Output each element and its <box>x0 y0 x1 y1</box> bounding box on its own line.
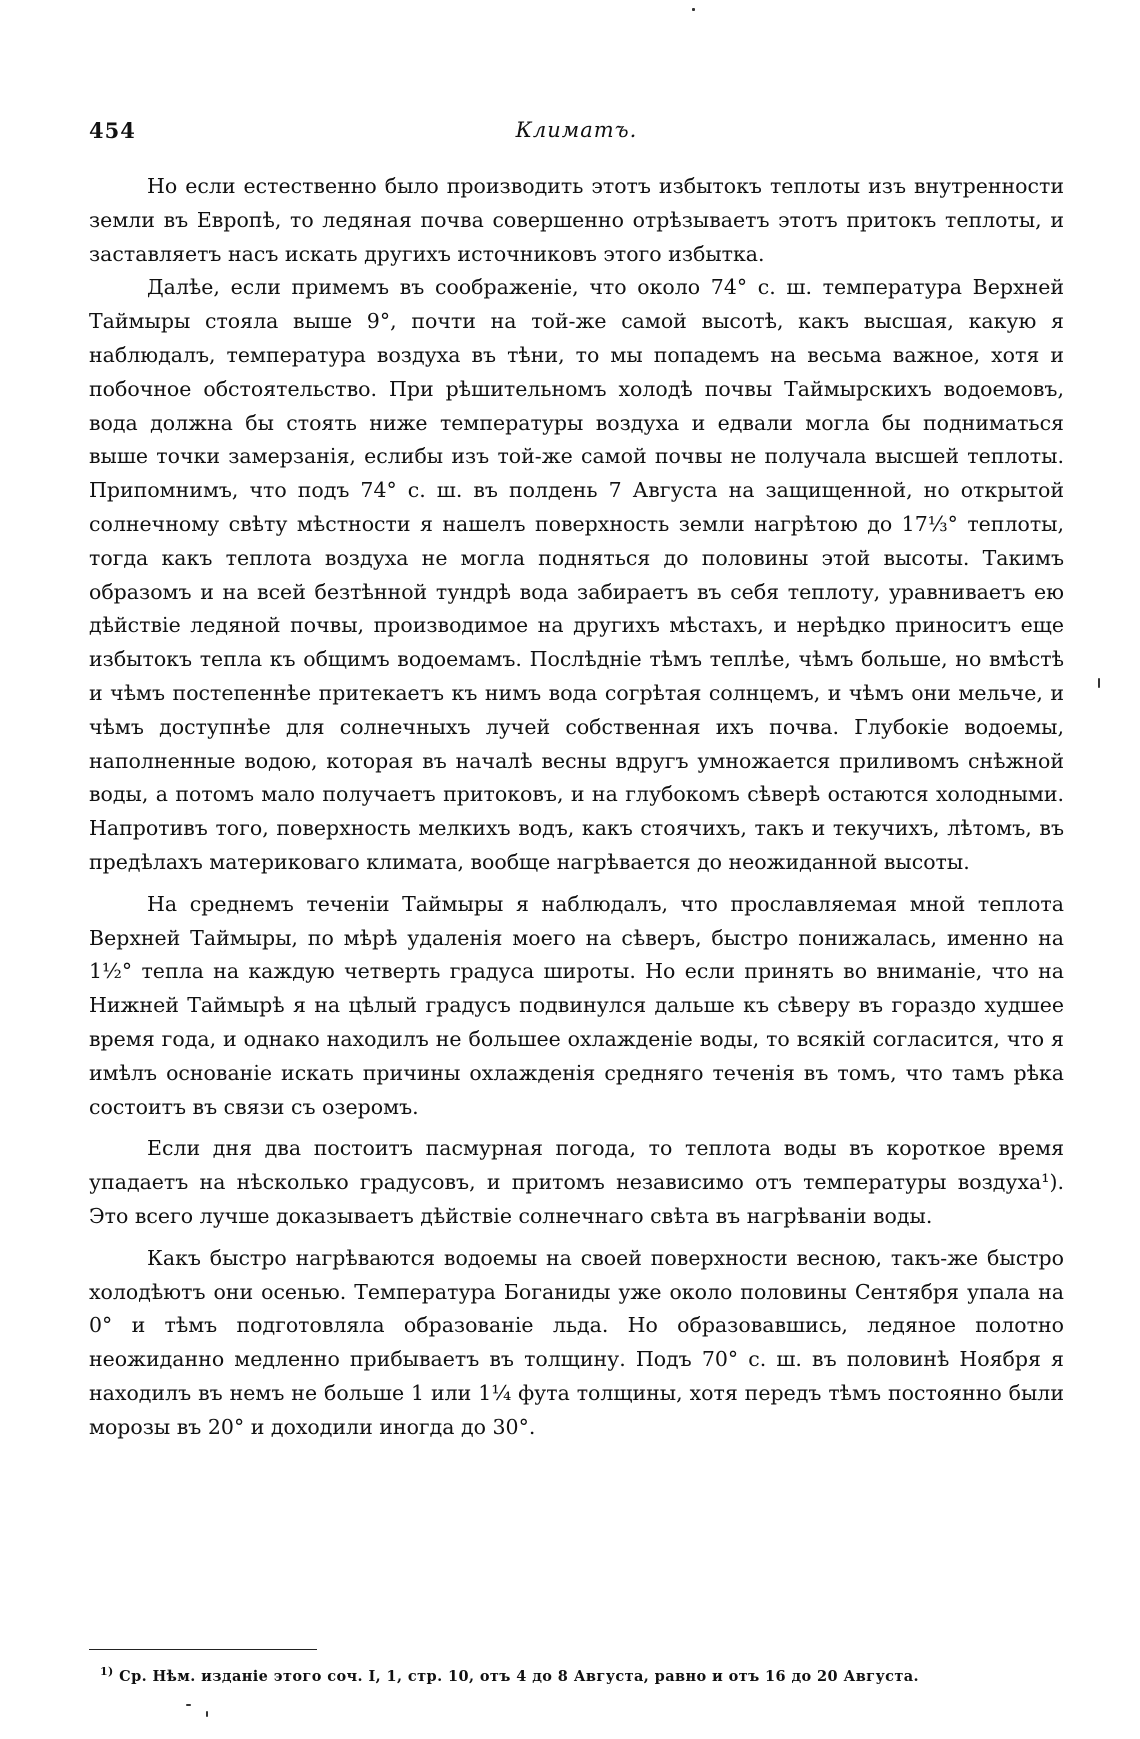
footnote-marker: 1) <box>100 1665 114 1678</box>
paragraph-4: Если дня два постоитъ пасмурная погода, то теплота воды въ короткое время упадаетъ на нѣсколько градусовъ, и притомъ независимо отъ температуры воздуха¹). Это всего лучше доказываетъ дѣйствіе солнечнаго свѣта въ нагрѣваніи воды. <box>89 1136 1064 1228</box>
scan-speck <box>1098 678 1100 688</box>
scan-speck <box>692 8 695 11</box>
paragraph-2: Далѣе, если примемъ въ соображеніе, что около 74° с. ш. температура Верхней Таймыры стояла выше 9°, почти на той-же самой высотѣ, какъ высшая, какую я наблюдалъ, температура воздуха въ тѣни, то мы попадемъ на весьма важное, хотя и побочное обстоятельство. При рѣшительномъ холодѣ почвы Таймырскихъ водоемовъ, вода должна бы стоять ниже температуры воздуха и едвали могла бы подниматься выше точки замерзанія, еслибы изъ той-же самой почвы не получала высшей теплоты. Припомнимъ, что подъ 74° с. ш. въ полдень 7 Августа на защищенной, но открытой солнечному свѣту мѣстности я нашелъ поверхность земли нагрѣтою до 17⅓° теплоты, тогда какъ теплота воздуха не могла подняться до половины этой высоты. Такимъ образомъ и на всей безтѣнной тундрѣ вода забираетъ въ себя теплоту, уравниваетъ ею дѣйствіе ледяной почвы, производимое на другихъ мѣстахъ, и нерѣдко приноситъ еще избытокъ тепла къ общимъ водоемамъ. Послѣдніе тѣмъ теплѣе, чѣмъ больше, но вмѣстѣ и чѣмъ постепеннѣе притекаетъ къ нимъ вода согрѣтая солнцемъ, и чѣмъ они мельче, и чѣмъ доступнѣе для солнечныхъ лучей собственная ихъ почва. Глубокіе водоемы, наполненные водою, которая въ началѣ весны вдругъ умножается приливомъ снѣжной воды, а потомъ мало получаетъ притоковъ, и на глубокомъ сѣверѣ остаются холодными. Напротивъ того, поверхность мелкихъ водъ, какъ стоячихъ, такъ и текучихъ, лѣтомъ, въ предѣлахъ материковаго климата, вообще нагрѣвается до неожиданной высоты. <box>89 275 1064 874</box>
paragraph-5: Какъ быстро нагрѣваются водоемы на своей поверхности весною, такъ-же быстро холодѣютъ они осенью. Температура Боганиды уже около половины Сентября упала на 0° и тѣмъ подготовляла образованіе льда. Но образовавшись, ледяное полотно неожиданно медленно прибываетъ въ толщину. Подъ 70° с. ш. въ половинѣ Ноября я находилъ въ немъ не больше 1 или 1¼ фута толщины, хотя передъ тѣмъ постоянно были морозы въ 20° и доходили иногда до 30°. <box>89 1245 1064 1439</box>
footnote <box>100 1665 1060 1685</box>
page-header <box>89 112 1064 148</box>
page-number: 454 <box>89 118 136 143</box>
paragraph-1: Но если естественно было производить этотъ избытокъ теплоты изъ внутренности земли въ Европѣ, то ледяная почва совершенно отрѣзываетъ этотъ притокъ теплоты, и заставляетъ насъ искать другихъ источниковъ этого избытка. <box>89 174 1064 266</box>
running-title: Климатъ. <box>515 118 638 142</box>
body-text <box>89 170 1064 1444</box>
scan-speck <box>186 1704 191 1706</box>
scan-speck <box>206 1711 208 1717</box>
footnote-divider <box>89 1649 317 1650</box>
footnote-text: Ср. Нѣм. изданіе этого соч. I, 1, стр. 10, отъ 4 до 8 Августа, равно и отъ 16 до 20 Августа. <box>119 1667 919 1685</box>
paragraph-3: На среднемъ теченіи Таймыры я наблюдалъ, что прославляемая мной теплота Верхней Таймыры, по мѣрѣ удаленія моего на сѣверъ, быстро понижалась, именно на 1½° тепла на каждую четверть градуса широты. Но если принять во вниманіе, что на Нижней Таймырѣ я на цѣлый градусъ подвинулся дальше къ сѣверу въ гораздо худшее время года, и однако находилъ не большее охлажденіе воды, то всякій согласится, что я имѣлъ основаніе искать причины охлажденія средняго теченія въ томъ, что тамъ рѣка состоитъ въ связи съ озеромъ. <box>89 891 1064 1119</box>
